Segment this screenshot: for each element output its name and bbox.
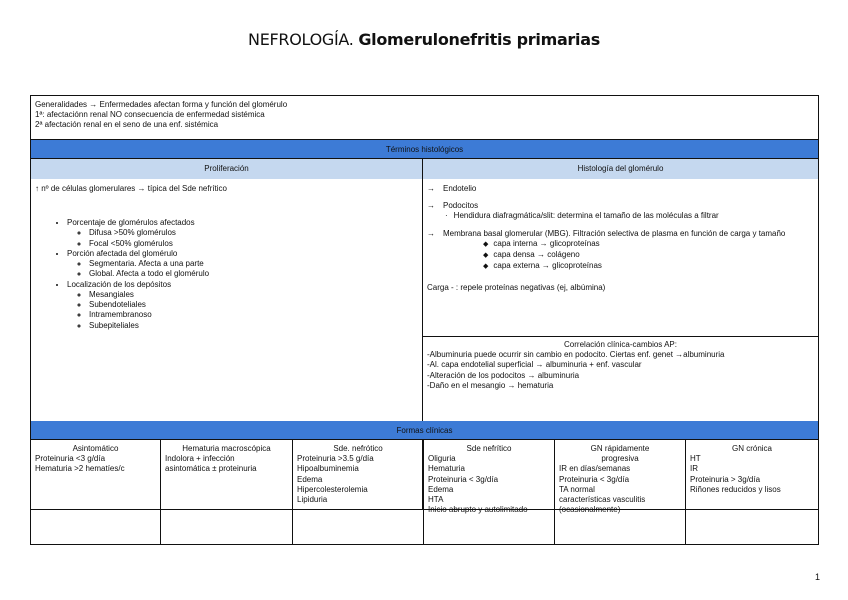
page-number: 1 bbox=[814, 572, 820, 582]
list-item: ◦ Segmentaria. Afecta a una parte bbox=[89, 259, 418, 269]
proliferacion-header: Proliferación bbox=[31, 159, 423, 179]
forma-hematuria: Hematuria macroscópica Indolora + infección asintomática ± proteinuria bbox=[161, 440, 293, 544]
forma-gn-cronica: GN crónica HT IR Proteinuria > 3g/día Riñones reducidos y lisos bbox=[690, 444, 781, 494]
generalidades-section bbox=[31, 96, 818, 140]
list-item: ◦ Global. Afecta a todo el glomérulo bbox=[89, 269, 418, 279]
terminos-subheader bbox=[31, 159, 818, 179]
endotelio-item: → Endotelio bbox=[427, 184, 477, 193]
list-item: ◆ capa externa → glicoproteínas bbox=[495, 261, 814, 272]
list-item: ◦ Subepiteliales bbox=[89, 321, 418, 331]
capas-list bbox=[427, 239, 814, 272]
arrow-icon: → bbox=[427, 228, 435, 238]
list-item: ◦ Focal <50% glomérulos bbox=[89, 239, 418, 249]
correlacion-title: Correlación clínica-cambios AP: bbox=[564, 340, 677, 349]
page-title bbox=[0, 30, 848, 49]
histologia-header: Histología del glomérulo bbox=[423, 159, 818, 179]
title-prefix: NEFROLOGÍA. bbox=[248, 30, 354, 49]
list-item: ◆ capa densa → colágeno bbox=[495, 250, 814, 261]
generalidades-line: 1ª: afectaciónn renal NO consecuencia de enfermedad sistémica bbox=[35, 110, 265, 120]
list-item: ◦ Mesangiales bbox=[89, 290, 418, 300]
proliferacion-intro: ↑ nº de células glomerulares → típica del Sde nefrítico bbox=[35, 184, 227, 193]
list-item: • Porción afectada del glomérulo ◦ Segmentaria. Afecta a una parte ◦ Global. Afecta a todo el glomérulo bbox=[67, 249, 418, 280]
list-item: • Porcentaje de glomérulos afectados ◦ Difusa >50% glomérulos ◦ Focal <50% glomérulos bbox=[67, 218, 418, 249]
mbg-item: → Membrana basal glomerular (MBG). Filtración selectiva de plasma en función de carga y tamaño bbox=[427, 228, 786, 238]
generalidades-line: Generalidades → Enfermedades afectan forma y función del glomérulo bbox=[35, 100, 288, 109]
list-item: ◦ Subendoteliales bbox=[89, 300, 418, 310]
list-item: ◦ Difusa >50% glomérulos bbox=[89, 228, 418, 238]
proliferacion-list bbox=[35, 218, 418, 331]
forma-nefrotico: Sde. nefrótico Proteinuria >3.5 g/día Hipoalbuminemia Edema Hipercolesterolemia Lipiduria bbox=[293, 440, 424, 544]
correlacion-line: -Alteración de los podocitos → albuminuria bbox=[427, 370, 580, 380]
forma-asintomatico: Asintomático Proteinuria <3 g/día Hematuria >2 hematíes/c bbox=[31, 440, 161, 544]
list-item: · Hendidura diafragmática/slit: determina el tamaño de las moléculas a filtrar bbox=[453, 211, 814, 221]
generalidades-line: 2ª afectación renal en el seno de una enf. sistémica bbox=[35, 120, 219, 130]
correlacion-line: -Daño en el mesangio → hematuria bbox=[427, 380, 554, 390]
formas-header: Formas clínicas bbox=[31, 421, 818, 440]
terminos-header: Términos histológicos bbox=[31, 140, 818, 159]
correlacion-line: -Albuminuria puede ocurrir sin cambio en podocito. Ciertas enf. genet →albuminuria bbox=[427, 350, 725, 360]
histologia-cell bbox=[423, 179, 818, 337]
arrow-icon: → bbox=[427, 201, 435, 211]
correlacion-cell bbox=[423, 337, 818, 423]
podocitos-item: → Podocitos bbox=[427, 201, 479, 211]
arrow-icon: → bbox=[427, 184, 435, 193]
summary-table bbox=[30, 95, 819, 545]
formas-row bbox=[31, 440, 818, 544]
correlacion-line: -Al. capa endotelial superficial → albuminuria + enf. vascular bbox=[427, 360, 642, 370]
list-item: • Localización de los depósitos ◦ Mesangiales ◦ Subendoteliales ◦ Intramembranoso ◦ Subepiteliales bbox=[67, 280, 418, 331]
title-main: Glomerulonefritis primarias bbox=[358, 30, 600, 49]
forma-gnrp: GN rápidamente progresiva IR en días/semanas Proteinuria < 3g/día TA normal características vasculitis (ocasionalmente) bbox=[555, 440, 686, 544]
list-item: ◆ capa interna → glicoproteínas bbox=[495, 239, 814, 250]
list-item: ◦ Intramembranoso bbox=[89, 310, 418, 320]
carga-text: Carga - : repele proteínas negativas (ej, albúmina) bbox=[427, 282, 606, 292]
forma-nefritico: Sde nefrítico Oliguria Hematuria Proteinuria < 3g/día Edema HTA Inicio abrupto y autolimitado bbox=[424, 440, 555, 544]
